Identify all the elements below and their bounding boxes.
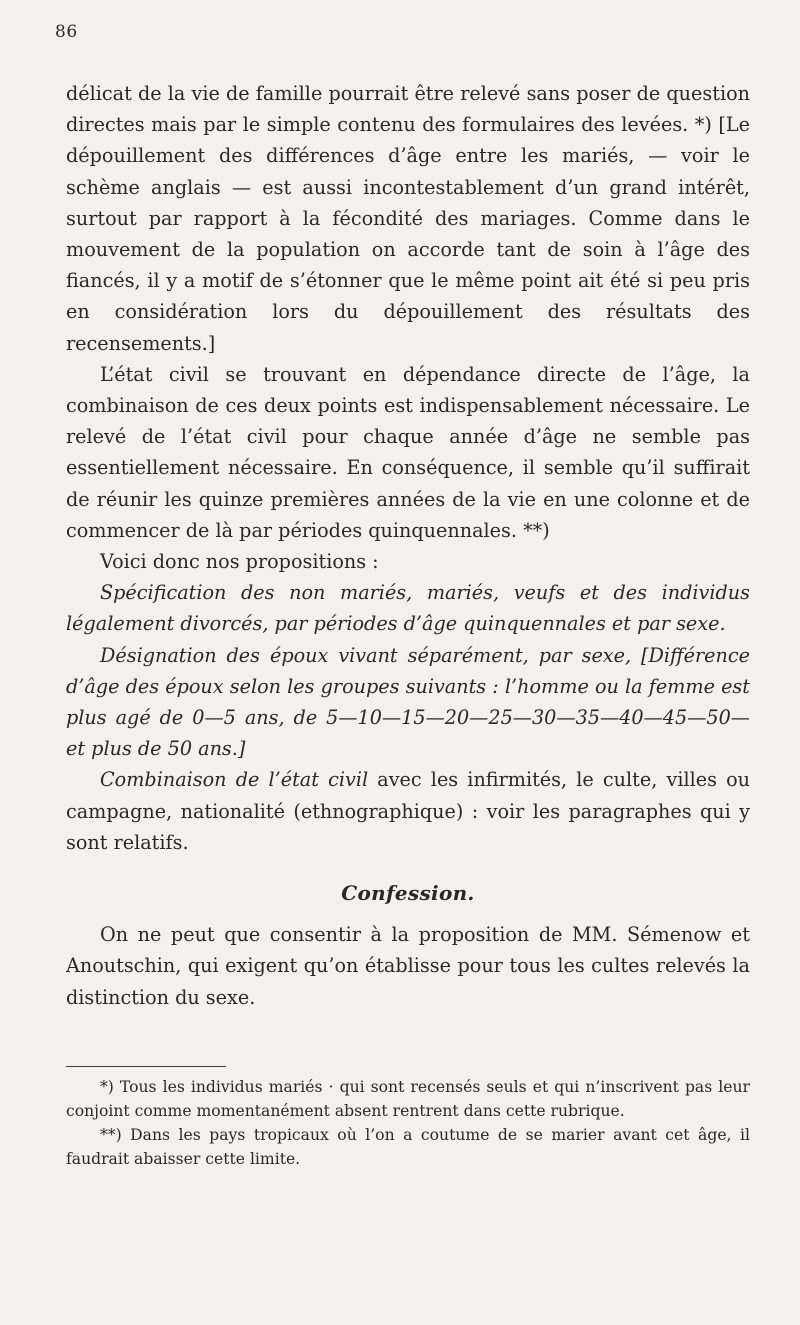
paragraph-etat-civil: L’état civil se trouvant en dépendance directe de l’âge, la combinaison de ces deux points est indispensablement nécessaire. Le relevé de l’état civil pour chaque année d’âge ne semble pas essentiellement nécessaire. En conséquence, il semble qu’il suffirait de réunir les quinze premières années de la vie en une colonne et de commencer de là par périodes quinquennales. **) (66, 362, 750, 542)
paragraph-confession: On ne peut que consentir à la proposition de MM. Sémenow et Anoutschin, qui exigent qu’on établisse pour tous les cultes relevés la distinction du sexe. (66, 923, 750, 1009)
footnotes (66, 1075, 750, 1171)
paragraph-combinaison (66, 764, 750, 858)
combinaison-rest: avec les infirmités, le culte, villes ou campagne, nationalité (ethnographique) : voir les paragraphes qui y sont relatifs. (66, 768, 751, 854)
paragraph-designation: Désignation des époux vivant séparément, par sexe, [Différence d’âge des époux selon les groupes suivants : l’homme ou la femme est plus agé de 0—5 ans, de 5—10—15—20—25—30—35—40—45—50— et plus de 50 ans.] (66, 643, 750, 761)
footnote-1: *) Tous les individus mariés · qui sont recensés seuls et qui n’inscrivent pas leur conjoint comme momentanément absent rentrent dans cette rubrique. (66, 1078, 750, 1120)
combinaison-label: Combinaison de l’état civil (100, 768, 369, 792)
page-number: 86 (55, 22, 78, 42)
main-text (66, 78, 750, 1013)
section-heading-confession: Confession. (341, 881, 475, 906)
footnote-2: **) Dans les pays tropicaux où l’on a coutume de se marier avant cet âge, il faudrait abaisser cette limite. (66, 1126, 750, 1168)
paragraph-propositions-intro: Voici donc nos propositions : (100, 550, 379, 574)
paragraph-specification: Spécification des non mariés, mariés, veufs et des individus légalement divorcés, par périodes d’âge quinquennales et par sexe. (66, 581, 750, 636)
paragraph-continuation: délicat de la vie de famille pourrait être relevé sans poser de question directes mais par le simple contenu des formulaires des levées. *) [Le dépouillement des différences d’âge entre les mariés, — voir le schème anglais — est aussi incontestablement d’un grand intérêt, surtout par rapport à la fécondité des mariages. Comme dans le mouvement de la population on accorde tant de soin à l’âge des fiancés, il y a motif de s’étonner que le même point ait été si peu pris en considération lors du dépouillement des résultats des recensements.] (66, 82, 750, 355)
footnote-divider (66, 1066, 226, 1067)
